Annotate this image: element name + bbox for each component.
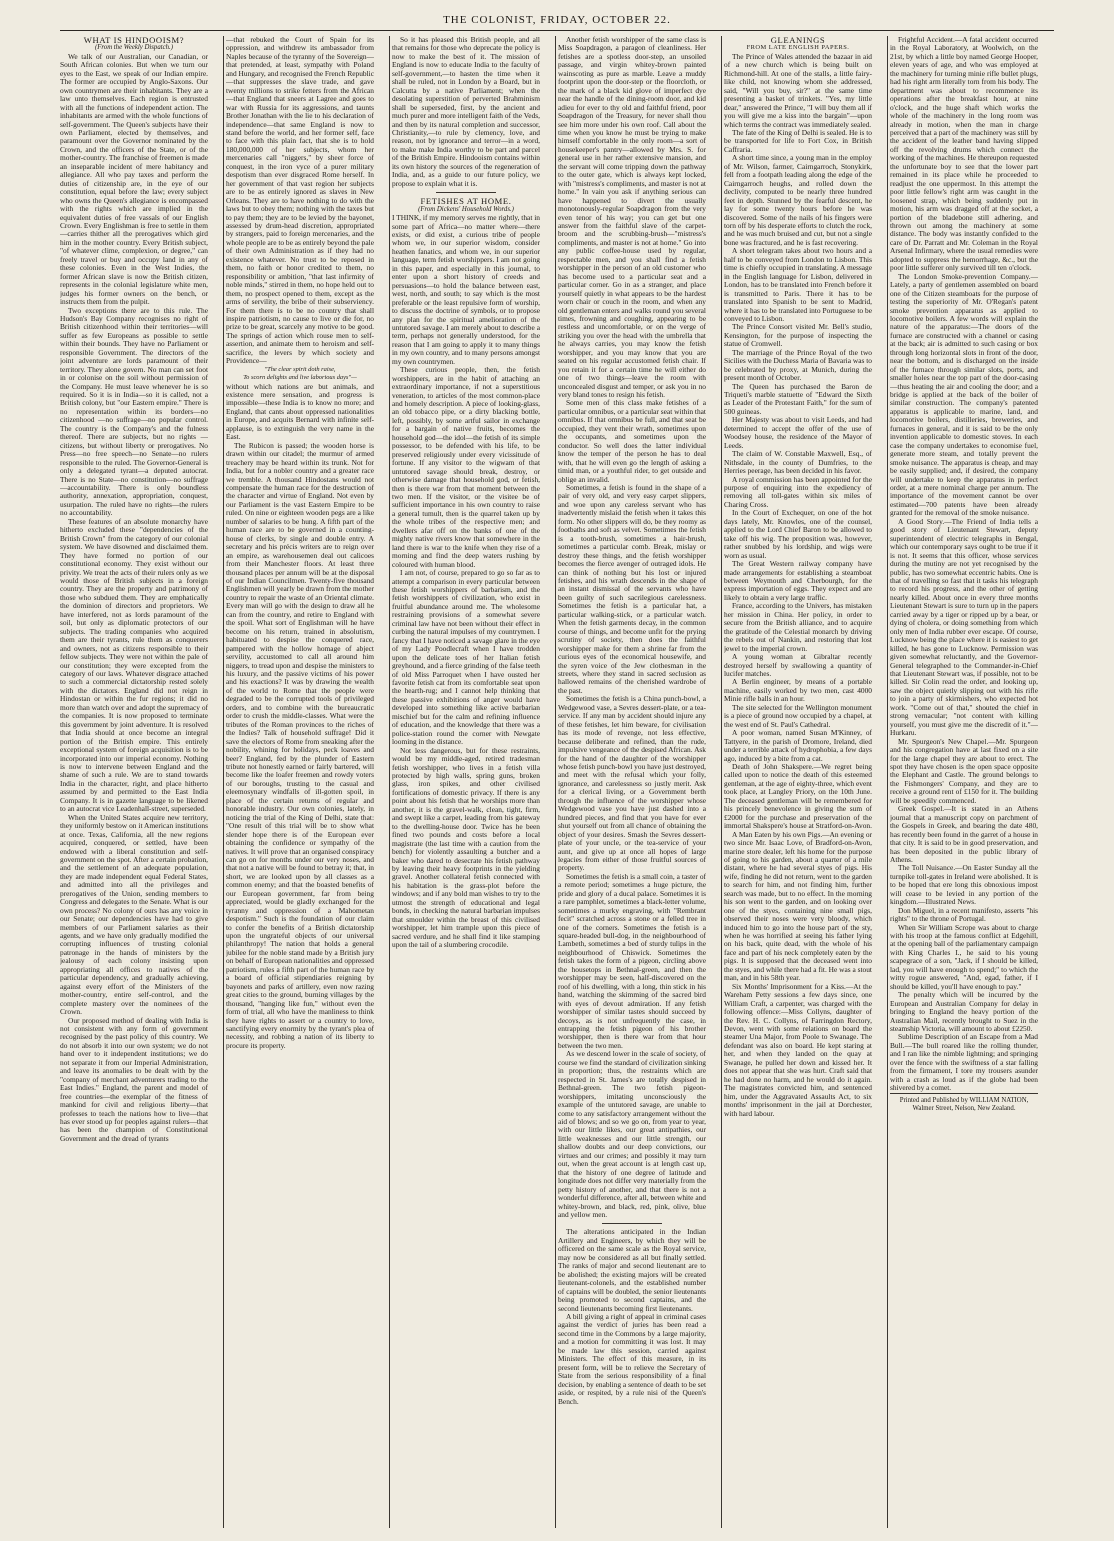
- paragraph: The site selected for the Wellington monument is a piece of ground now occupied by a chapel, at the west end of St. Paul's Cathedral.: [724, 702, 872, 729]
- paragraph: The Prince Consort visited Mr. Bell's studio, Kensington, for the purpose of inspecting the statue of Cromwell.: [724, 322, 872, 349]
- paragraph: Two exceptions there are to this rule. The Hudson's Bay Company recognises no right of British citizenhood within their territories—will suffer as few Europeans as possible to settle within their bounds. They have no Parliament or responsible Government. The directors of the joint adventure are lords paramount of their territory. They alone govern. No man can set foot in or colonise on the soil without permission of the Company. He must leave whenever he is so required. So it is in India—so it is called, not a British colony, but "our Eastern empire." There is no representation within its borders—no citizenhood —no suffrage—no popular control. The country is the Company's and the fulness thereof. There are subjects, but no rights —citizens, but without liberty or prerogatives. No Press—no free speech—no Senate—no rulers responsible to the ruled. The Governor-General is only a delegated tyrant—a deputed autocrat. There is no State—no constitution—no suffrage—accountability. There is only boundless authority, annexation, appropriation, conquest, usurpation. The ruled have no rights—the rulers no accountability.: [60, 305, 208, 518]
- article-source: (From the Weekly Dispatch.): [94, 44, 173, 52]
- paragraph: A royal commission has been appointed for the purpose of enquiring into the expediency of removing all toll-gates within six miles of Charing Cross.: [724, 474, 872, 509]
- paragraph: The fate of the King of Delhi is sealed. He is to be transported for life to Fort Cox, in British Caffraria.: [724, 127, 872, 154]
- paragraph: So it has pleased this British people, and all that remains for those who deprecate the policy is now to make the best of it. The mission of England is now to educate India to the faculty of self-government,—to hasten the time when it shall be ruled, not in London by a Board, but in Calcutta by a native Parliament; when the desolating superstition of perverted Brahminism shall be superseded, first, by the ancient and much purer and more intelligent faith of the Veds, and then by its natural completion and successor, Christianity,—to rule by clemency, love, and reason, not by ignorance and terror—in a word, to make make India worthy to be part and parcel of the British Empire. Hindooism contains within its own history the sources of the regeneration of India, and, as a guide to our future policy, we propose to explain what it is.: [392, 36, 540, 188]
- paragraph: A short telegram takes about two hours and a half to be conveyed from London to Lisbon. This time is chiefly occupied in translating. A message in the English language for Lisbon, delivered in London, has to be translated into French before it is transmitted to Paris. There it has to be translated into Spanish to be sent to Madrid, where it has to be translated into Portuguese to be conveyed to Lisbon.: [724, 246, 872, 323]
- paragraph: The London Smoke-prevention Company.—Lately, a party of gentlemen assembled on board one of the Citizen steamboats for the purpose of testing the superiority of Mr. O'Regan's patent smoke prevention apparatus as applied to locomotive boilers. A few words will explain the nature of the apparatus:—The doors of the furnace are constructed with a channel or casing at the back; air is admitted to such casing or box through long horizontal slots in front of the door, near the bottom, and is discharged on the inside of the furnace through similar slots, ports, and smaller holes near the top part of the door-casing—thus heating the air and cooling the door; and a bridge is applied at the back of the boiler of similar construction. The company's patented apparatus is applicable to marine, land, and locomotive boilers, distilleries, breweries, and furnaces in general, and it is said to be the only invention applicable to domestic stoves. In each case the company undertakes to economise fuel, generate more steam, and totally prevent the smoke nuisance. The apparatus is cheap, and may be easily supplied; and, if desired, the company will undertake to keep the apparatus in perfect order, at a mere nominal charge per annum. The importance of the movement cannot be over estimated—700 patents have been already granted for the removal of the smoke nuisance.: [890, 271, 1038, 518]
- paragraph: A Good Story.—The Friend of India tells a good story of Lieutenant Stewart, deputy superintendent of electric telegraphs in Bengal, which our contemporary says ought to be true if it is not. It seems that this officer, whose services during the mutiny are not yet recognised by the public, has two somewhat eccentric habits. One is that of travelling so fast that it tasks his telegraph to record his progress, and the other of getting nearly killed. About once in every three months Lieutenant Stewart is sure to turn up in the papers carried away by a tiger or ripped up by a bear, or dying of cholera, or doing something from which only men of India rubber ever escape. Of course, Lucknow being the place where it is easiest to get killed, he has gone to Lucknow. Permission was given somewhat reluctantly, and the Governor-General telegraphed to the Commander-in-Chief that Lieutenant Stewart was, if possible, not to be killed. Sir Colin read the order, and looking up, saw the object quietly slipping out with his rifle to join a party of skirmishers, who expected hot work. "Come out of that," shouted the chief in strong vernacular; "not content with killing yourself, you must give me the discredit of it."—Hurkaru.: [890, 516, 1038, 738]
- paragraph: The Rubicon is passed; the wooden horse is drawn within our citadel; the murmur of armed treachery may be heard within its trunk. Not for India, but for a nobler country and a greater race we tremble. A thousand Hindostans would not compensate the human race for the destruction of the character and virtue of England. Not even by our Parliament is the vast Eastern Empire to be ruled. On nine or eighteen wooden pegs are a like number of salaries to be hung. A fifth part of the human race are to be governed in a counting-house of clerks, by single and double entry. A secretary and his précis writers are to reign over an empire, as warehousemen deal out calicoes from their Manchester floors. At least three thousand places per annum will be at the disposal of our Indian Councilmen. Twenty-five thousand Englishmen will yearly be drawn from the mother country to repair the waste of an Oriental climate. Every man will go with the design to draw all he can from the country, and retire to England with the spoil. What sort of Englishman will he have become on his return, trained in absolutism, habituated to despise the conquered race, pampered with the hollow homage of abject servility, accustomed to call all around him niggers, to tread upon and despise the ministers to his luxury, and the passive victims of his power and his exactions? It was by drawing the wealth of the world to Rome that the people were degraded to be the corrupted tools of privileged orders, and to combine with the bureaucratic order to crush the middle-classes. What were the tributes of the Roman provinces to the riches of the Indies? Talk of household suffrage! Did it save the electors of Rome from sneaking after the nobility, whining for holidays, peck loaves and beer? England, fed by the plunder of Eastern tribute not honestly earned or fairly bartered, will become like the loafer freemen and rowdy voters of our boroughs, trusting to the casual and eleemosynary windfalls of ill-gotten spoil, in place of the certain returns of regular and honorable industry. Our own colonies, lately, in noticing the trial of the King of Delhi, state that: "One result of this trial will be to show what slender hope there is of the European ever obtaining the confidence or sympathy of the natives. It will prove that an organised conspiracy can go on for months under our very noses, and that not a native will be found to betray it; that, in short, we are looked upon by all classes as a common enemy; and that the boasted benefits of our European government, far from being appreciated, would be gladly exchanged for the tyranny and oppression of a Mahometan despotism." Such is the foundation of our claim to confer the benefits of a British dictatorship upon the ungrateful objects of our universal philanthropy! The nation that holds a general jubilee for the noble stand made by a British jury on behalf of European nationalities and oppressed patriotism, rules a fifth part of the human race by a board of official stipendiaries reigning by bayonets and parks of artillery, even now razing great cities to the ground, burning villages by the thousand, "hanging like fun," without even the form of trial, all who have the manliness to think they have rights to assert or a country to love, sanctifying every enormity by the tyrant's plea of necessity, and robbing a nation of its liberty to procure its property.: [226, 440, 374, 1050]
- paragraph: A young woman at Gibraltar recently destroyed herself by swallowing a quantity of lucifer matches.: [724, 652, 872, 678]
- column-rule: [389, 36, 390, 1528]
- paragraph: A short time since, a young man in the employ of Mr. Wilson, farmer, Cairngarroch, Stonykirk, fell from a footpath leading along the edge of the Cairngarroch heughs, and rolled down the declivity, computed to be nearly three hundred feet in depth. Stunned by the fearful descent, he lay for some twenty hours before he was discovered. Some of the nails of his fingers were torn off by his desperate efforts to clutch the rock, and he was much bruised and cut, but not a single bone was fractured, and he is fast recovering.: [724, 153, 872, 247]
- verse-line: To scorn delights and live laborious days"—: [243, 374, 357, 382]
- paragraph: Death of John Shakspere.—We regret being called upon to notice the death of this esteemed gentleman, at the age of eighty-three, which event took place, at Langley Priory, on the 10th June. The deceased gentleman will be remembered for his princely benevolence in giving the sum of £2000 for the purchase and preservation of the immortal Shakspere's house at Stratford-on-Avon.: [724, 761, 872, 831]
- section-divider: [436, 192, 496, 193]
- paragraph: Some men of this class make fetishes of a particular omnibus, or a particular seat within that omnibus. If that omnibus be full, and that seat be occupied, they vent their wrath, sometimes upon the occupants, and sometimes upon the conductor. So well does the latter individual know the temper of the person he has to deal with, that he will even go the length of asking a timid man, or a youthful rider, to get outside and oblige an invalid.: [558, 398, 706, 484]
- paragraph: without which nations are but animals, and existence mere sensation, and progress is impossible—these India is to know no more; and England, that cants about oppressed nationalities in Europe, and acquits Bernard with infinite self-applause, is to extinguish the very name in the East.: [226, 381, 374, 442]
- paragraph: Sublime Description of an Escape from a Mad Bull.—The bull roared like the rolling thunder, and I ran like the nimble lightning; and springing over the fence with the swiftness of a star falling from the firmament, I tore my trousers asunder with a crash as loud as if the globe had been shivered by a comet.: [890, 1032, 1038, 1093]
- column-6: [890, 36, 1038, 1528]
- top-rule: [60, 30, 1054, 31]
- paragraph: When Sir William Scrope was about to charge with his troop at the famous conflict at Edgehill, at the opening ball of the parliamentary campaign with King Charles I., he said to his young scapegrace of a son, "Jack, if I should be killed, lad, you will have enough to spend;" to which the witty rogue answered, "And, egad, father, if I should be killed, you'll have enough to pay.": [890, 922, 1038, 991]
- article-source: FROM LATE ENGLISH PAPERS.: [746, 44, 850, 52]
- paragraph: When the United States acquire new territory, they uniformly bestow on it American institutions at once. Texas, California, all the new regions acquired, conquered, or settled, have been endowed with a liberal constitution and self-government on the spot. After a certain probation, and the settlement of an adequate population, they are made independent equal Federal States, and admitted into all the privileges and prerogatives of the Union, sending members to Congress and delegates to the Senate. What is our own process? No colony of ours has any voice in our Senate; our dependencies have had to give members of our Parliament salaries as their agents, and we have only gradually modified the corrupting influences of trusting colonial patronage in the hands of ministers by the jealousy of each colony insisting upon appropriating all offices to natives of the particular dependency, and gradually achieving, against every effort of the Ministers of the mother-country, entire self-control, and the complete mastery over the nominees of the Crown.: [60, 812, 208, 1017]
- paragraph: The Great Western railway company have made arrangements for establishing a steamboat between Weymouth and Cherbourgh, for the express importation of eggs. They expect and are likely to obtain a very large traffic.: [724, 559, 872, 602]
- imprint: Printed and Published by WILLIAM NATION, Walmer Street, Nelson, New Zealand.: [890, 1093, 1038, 1113]
- paragraph: These features of an absolute monarchy have hitherto excluded these "dependencies of the British Crown" from the category of our colonial system. We have disowned and disclaimed them. They have formed no portion of our constitutional economy. They exist without our privity. We treat the acts of their rulers only as we would those of British subjects in a foreign country. They are the property and patrimony of those who subdued them. They are emphatically the dominion of directors and proprietors. We have interfered, not as lords paramount of the soil, but only as diplomatic protectors of our subjects. The trading companies who acquired them are their tyrants, rule them as conquerers and owners, not as citizens responsible to their fellow subjects. They were not within the pale of our constitution; they were excepted from the category of our laws. Whatever disgrace attached to such a commercial dictatorship rested solely with the dictators. England did not reign in Hindostan or within the fur regions; it did no more than watch over and adopt the supremacy of the companies. It is now proposed to terminate this government by joint adventure. It is resolved that India should at once become an integral portion of the British empire. This entirely exceptional system of foreign acquisition is to be incorporated into our imperial economy. Nothing is now to intervene between England and the shame of such a rule. We are to stand towards India in the character, right, and place hitherto assumed by and permitted to the East India Company. It is in gazette language to be likened to an autocrat vice Leadenhall-street, superseded.: [60, 516, 208, 814]
- column-2: [226, 36, 374, 1528]
- column-rule: [887, 36, 888, 1528]
- paragraph: Mr. Spurgeon's New Chapel.—Mr. Spurgeon and his congregation have at last fixed on a site for the large chapel they are about to erect. The spot they have chosen is the open space opposite the Elephant and Castle. The ground belongs to the Fishmongers' Company, and they are to receive a ground rent of £150 for it. The building will be speedily commenced.: [890, 736, 1038, 805]
- paragraph: These curious people, then, the fetish worshippers, are in the habit of attaching an extraordinary importance, if not a superstitious veneration, to articles of the most common-place and homely description. A piece of looking-glass, an old tobacco pipe, or a dirty blacking bottle, left, possibly, by some artful sailor in exchange for a bargain of native fruits, becomes the household god—the idol—the fetish of its simple possessor, to be defended with his life, to be preserved religiously under every vicissitude of fortune. If any visitor to the wigwam of that untutored savage should break, destroy, or otherwise damage that household god, or fetish, then is there war from that moment between the two men. If the visitor, or the visitee be of sufficient importance in his own country to raise a general tumult, then is the quarrel taken up by the whole tribes of the respective men; and dwellers afar off on the banks of one of the mighty native rivers know that somewhere in the land there is war to the knife when they rise of a morning and find the deep waters rushing by coloured with human blood.: [392, 365, 540, 569]
- paragraph: In the Court of Exchequer, on one of the hot days lately, Mr. Knowles, one of the counsel, applied to the Lord Chief Baron to be allowed to take off his wig. The proposition was, however, rather snubbed by his lordship, and wigs were worn as usual.: [724, 508, 872, 560]
- paragraph: Not less dangerous, but for these restraints, would be my middle-aged, retired tradesman fetish worshipper, who lives in a fetish villa protected by high walls, spring guns, broken glass, iron spikes, and other civilised fortifications of domestic privacy. If there is any point about his fetish that he worships more than another, it is the gravel-walk, clean, tight, firm, and swept like a carpet, leading from his gateway to the dwelling-house door. Twice has he been fined two pounds and costs before a local magistrate (the last time with a caution from the bench) for violently assaulting a butcher and a baker who dared to desecrate his fetish pathway by leaving their heavy footprints in the yielding gravel. Another collateral fetish connected with his habitation is the grass-plot before the windows; and if any bold man wishes to try to the utmost the strength of educational and legal bonds, in checking the natural barbarian impulses that smoulder within the breast of this civilised worshipper, let him trample upon this piece of sacred verdure, and he shall find it like stamping upon the tail of a slumbering crocodile.: [392, 745, 540, 950]
- paragraph: We talk of our Australian, our Canadian, or South African colonies. But when we turn our eyes to the East, we speak of our Indian empire. The former are occupied by Anglo-Saxons. Our own countrymen are their inhabitants. They are a law unto themselves. Each region is entrusted with all the functions of independent action. The inhabitants are armed with the whole functions of self-government. The Queen's subjects have their own Parliament, elected by themselves, and paramount over the Governor nominated by the Crown, and the officers of the State, or of the mother-country. The franchise of freemen is made an inseparable incident of mere habitancy and allegiance. All who pay taxes and perform the duties of citizenship are, in the eye of our constitution, equal before the law; every subject who owns the Queen's allegiance is encompassed with the rights which are implied in the equivalent duties of free vassals of our English Crown. Every Englishman is free to settle in them —carries thither all the prerogatives which gird him in the mother country. Every British subject, "of whatever clime, complexion, or degree," can freely travel or buy and occupy land in any of these colonies. Even in the West Indies, the former African slave is now the British citizen, represents in the colonial legislature white men, judges his former owners on the bench, or instructs them from the pulpit.: [60, 51, 208, 307]
- paragraph: Sometimes the fetish is a China punch-bowl, a Wedgewood vase, a Sevres dessert-plate, or a tea-service. If any man by accident should injure any of these fetishes, let him beware, for civilisation has its mode of revenge, not less effective, because deliberate and refined, than the rude, impulsive vengeance of the despised African. Ask for the hand of the daughter of the worshipper whose fetish punch-bowl you have just destroyed, and meet with the refusal which your folly, ignorance, and carelessness so justly merit. Ask for a clerical living, or a Government berth through the influence of the worshipper whose Wedgewood vase you have just dashed into a hundred pieces, and find that you have for ever shut yourself out from all chance of obtaining the object of your desires. Smash the Sevres dessert-plate of your uncle, or the tea-service of your aunt, and give up at once all hopes of large legacies from either of those fruitful sources of property.: [558, 694, 706, 873]
- article-title: FETISHES AT HOME.: [420, 196, 512, 207]
- paragraph: The alterations anticipated in the Indian Artillery and Engineers, by which they will be officered on the same scale as the Royal service, may now be considered as all but finally settled. The ranks of major and second lieutenant are to be abolished; the existing majors will be created lieutenant-colonels, and the established number of captains will be doubled, the senior lieutenants being promoted to second captains, and the second lieutenants becoming first lieutenants.: [558, 1227, 706, 1313]
- paragraph: Her Majesty was about to visit Leeds, and had determined to accept the offer of the use of Woodsey house, the residence of the Mayor of Leeds.: [724, 415, 872, 450]
- column-1: [60, 36, 208, 1528]
- paragraph: The Queen has purchased the Baron de Triqueti's marble statuette of "Edward the Sixth as Leader of the Protestant Faith," for the sum of 500 guineas.: [724, 381, 872, 416]
- paragraph: Frightful Accident.—A fatal accident occurred in the Royal Laboratory, at Woolwich, on the 21st, by which a little boy named George Hooper, eleven years of age, and who was employed at the machinery for turning minie rifle bullet plugs, had his right arm literally torn from his body. The department was about to recommence its operations after the breakfast hour, at nine o'clock, and the huge shaft which works the whole of the machinery in the long room was already in motion, when the man in charge perceived that a part of the machinery was still by the accident of the leather band having slipped off the revolving drums which connect the working of the machines. He thereupon requested the unfortunate boy to see that the lower part remained in its place while he proceeded to readjust the one uppermost. In this attempt the poor little fellow's right arm was caught in the loosened strap, which being suddenly put in motion, his arm was dragged off at the socket, a portion of the bladebone still adhering, and thrown out among the machinery at some distance. The body was instantly confided to the care of Dr. Parratt and Mr. Coleman in the Royal Arsenal Infirmary, where the usual remedies were adopted to suppress the hemorrhage, &c., but the poor little sufferer only survived till ten o'clock.: [890, 36, 1038, 273]
- column-rule: [555, 36, 556, 1528]
- paragraph: The marriage of the Prince Royal of the two Sicilies with the Duchess Maria of Bavaria was to be celebrated by proxy, at Munich, during the present month of October.: [724, 347, 872, 383]
- column-rule: [223, 36, 224, 1528]
- article-title: GLEANINGS: [770, 36, 826, 45]
- paragraph: —that rebuked the Court of Spain for its oppression, and withdrew its ambassador from Naples because of the tyranny of the Sovereign—that pretended, at least, sympathy with Poland and Hungary, and recognised the French Republic—that suppresses the slave trade, and gave twenty millions to strike fetters from the African—that England that sneers at Lagree and goes to war with Russia for its aggressions, and taunts Brother Jonathan with the lie to his declaration of independence—that same England is now to stand before the world, and her former self, face to face with this plain fact, that she is to hold 180,000,000 of her subjects, whom her mercenaries call "niggers," by sheer force of conquest, in the iron vyce of a purer military despotism than ever disgraced Rome herself. In her government of that vast region her subjects are to be as entirely ignored as slaves in New Orleans. They are to have nothing to do with the laws but to obey them; nothing with the taxes but to pay them; they are to be levied by the bayonet, assessed by drum-head discretion, appropriated by strangers, paid to foreign mercenaries, and the whole people are to be as entirely beyond the pale of their own Administration as if they had no existence whatever. No trust to be reposed in them, no faith or honor credited to them, no responsibility or ambition, "that last infirmity of noble minds," stirred in them, no hope held out to them, no prospect opened to them, except as the arms of servility, the bribe of their subserviency. For them there is to be no country that shall inspire patriotism, no cause to live or die for, no prize to be great, scarcely any motive to be good. The springs of action which rouse men to self-assertion, and animate them to heroism and self-sacrifice, the levers by which society and Providence—: [226, 36, 374, 366]
- article-title: WHAT IS HINDOOISM?: [83, 36, 185, 45]
- paragraph: I THINK, if my memory serves me rightly, that in some part of Africa—no matter where—there exists, or did exist, a curious tribe of people whom we, in our superior wisdom, consider heathen fanatics, and whom we, in our superior language, term fetish worshippers. I am not going in this paper, and especially in this journal, to enter upon a short history of creeds and persuasions—to hold the balance between east, west, north, and south; to say which is the most preferable or the least repulsive form of worship, to discuss the doctrine of symbols, or to propose any plan for the spiritual amelioration of the untutored savage. I am merely about to describe a term, perhaps not generally understood, for the reason that I am going to apply it to many things in my own country, and to many persons amongst my own countrymen.: [392, 213, 540, 366]
- paragraph: Our proposed method of dealing with India is not consistent with any form of government recognised by the past policy of this country. We do not absorb it into our own system; we do not hand over to it independent institutions; we do not separate it from our Imperial Administration, and leave its anomalies to be dealt with by the "company of merchant adventurers trading to the East Indies." England, the parent and model of free countries—the exemplar of the fitness of mankind for civil and religious liberty—that professes to teach the nations how to live—that has ever stood up for peoples against rulers—that has been the champion of Constitutional Government and the dread of tyrants: [60, 1015, 208, 1143]
- paragraph: A Berlin engineer, by means of a portable machine, easily worked by two men, cast 4000 Minie rifle balls in an hour.: [724, 677, 872, 704]
- column-5: [724, 36, 872, 1528]
- paragraph: Sometimes the fetish is a small coin, a taster of a remote period; sometimes a huge picture, the pride and glory of a ducal palace. Sometimes it is a rare pamphlet, sometimes a black-letter volume, sometimes a murky engraving, with "Rembrant fecit" scratched across a stone or a felled tree in one of the corners. Sometimes the fetish is a square-headed bull-dog, in the neighbourhood of Lambeth, sometimes a bed of sturdy tulips in the neighbourhood of Chiswick. Sometimes the fetish takes the form of a pigeon, circling above the housetops in Bethnal-green, and then the worshipper may be seen, half-discovered on the roof of his dwelling, with a long, thin stick in his hand, watching the skimming of the sacred bird with eyes of devout admiration. If any fetish worshipper of similar tastes should succeed by decoys, as is not unfrequently the case, in entrapping the fetish pigeon of his brother worshipper, then is there war from that hour between the two men.: [558, 871, 706, 1050]
- paragraph: Greek Gospel.—It is stated in an Athens journal that a manuscript copy on parchment of the Gospels in Greek, and bearing the date 480, has recently been found in the garret of a house in that city. It is said to be in good preservation, and has been deposited in the public library of Athens.: [890, 804, 1038, 864]
- paragraph: Six Months' Imprisonment for a Kiss.—At the Wareham Petty sessions a few days since, one William Craft, a carpenter, was charged with the following offence:—Miss Collyns, daughter of the Rev. H. C. Collyns, of Farringdon Rectory, Devon, went with some relations on board the steamer Una Major, from Poole to Swanage. The defendant was also on board. He kept staring at her, and when they landed on the quay at Swanage, he pulled her down and kissed her. It does not appear that she was hurt. Craft said that he had done no harm, and he would do it again. The magistrates convicted him, and sentenced him, under the Aggravated Assaults Act, to six months' imprisonment in the jail at Dorchester, with hard labour.: [724, 981, 872, 1118]
- paragraph: France, according to the Univers, has mistaken her mission in China. Her policy, in order to secure from the British alliance, and to acquire the gratitude of the Celestial monarch by driving the rebels out of Nankin, and restoring that lost jewel to the imperial crown.: [724, 601, 872, 653]
- paragraph: A Man Eaten by his own Pigs.—An evening or two since Mr. Isaac Love, of Bradford-on-Avon, marine store dealer, left his home for the purpose of going to his garden, about a quarter of a mile distant, where he had several styes of pigs. His wife, finding he did not return, went to the garden to search for him, and not finding him, further search was made, but to no effect. In the morning his son went to the garden, and on looking over one of the styes, containing nine small pigs, observed their noses were very bloody, which induced him to go into the house part of the sty, when he was horrified at seeing his father lying on his back, quite dead, with the whole of his face and part of his neck completely eaten by the pigs. It is supposed that the deceased went into the styes, and while there had a fit. He was a stout man, and in his 58th year.: [724, 829, 872, 983]
- paragraph: Sometimes, a fetish is found in the shape of a pair of very old, and very easy carpet slippers, and woe upon any careless servant who has inadvertently mislaid the fetish when it takes this form. No other slippers will do, be they roomy as footbaths and soft as velvet. Sometimes the fetish is a tooth-brush, sometimes a hair-brush, sometimes a particular comb. Break, mislay or destroy these things, and the fetish worshipper becomes the fierce avenger of outraged idols. He can think of nothing but his lost or injured fetishes, and his wrath descends in the shape of an instant dismissal of the servants who have been guilty of such sacrilegious carelessness. Sometimes the fetish is a particular hat, a particular walking-stick, or a particular watch. When the fetish garments decay, in the common course of things, and become unfit for the prying scrutiny of society, then does the faithful worshipper make for them a shrine far from the curious eyes of the economical housewife, and the syren voice of the Jew clothesman in the streets, where they stand in sacred seclusion as hallowed remains of the cherished wardrobe of the past.: [558, 483, 706, 695]
- paragraph: A bill giving a right of appeal in criminal cases against the verdict of juries has been read a second time in the Commons by a large majority, and a motion for committing it was lost. It may be made law this session, carried against Ministers. The effect of this measure, in its present form, will be to relieve the Secretary of State from the serious responsibility of a final decision, by enabling a sentence of death to be set aside, or respited, by a rule nisi of the Queen's Bench.: [558, 1311, 706, 1406]
- paragraph: The penalty which will be incurred by the European and Australian Company for delay in bringing to England the heavy portion of the Australian Mail, recently brought to Suez in the steamship Victoria, will amount to about £2250.: [890, 990, 1038, 1034]
- section-divider: [602, 1223, 662, 1224]
- paragraph: I am not, of course, prepared to go so far as to attempt a comparison in every particular between these fetish worshippers of barbarism, and the fetish worshippers of civilization, who exist in fruitful abundance around me. The wholesome restraining provisions of a somewhat severe criminal law have not been without their effect in curbing the natural impulses of my countrymen. I fancy that I have noticed a savage glare in the eye of my Lady Poodlecraft when I have trodden upon the delicate toes of her Italian fetish greyhound, and a fierce grinding of the false teeth of old Miss Parroquet when I have ousted her favorite fetish cat from its comfortable seat upon the hearth-rug; and I cannot help thinking that these passive exhibitions of anger would have developed into something like active barbarian mischief but for the calm and refining influence of education, and the knowledge that there was a police-station round the corner with Newgate looming in the distance.: [392, 568, 540, 747]
- paragraph: A poor woman, named Susan M'Kinney, of Tattyere, in the parish of Dromore, Ireland, died under a terrible attack of hydrophobia, a few days ago, induced by a bite from a cat.: [724, 728, 872, 763]
- paragraph: The claim of W. Constable Maxwell, Esq., of Nithsdale, in the county of Dumfries, to the Herries peerage, has been decided in his favor.: [724, 449, 872, 476]
- article-source: (From Dickens' Household Words.): [418, 205, 514, 213]
- paragraph: Don Miguel, in a recent manifesto, asserts "his rights" to the throne of Portugal.: [890, 905, 1038, 924]
- paragraph: Another fetish worshipper of the same class is Miss Soapdragon, a paragon of cleanliness. Her fetishes are a spotless door-step, an unsoiled passage, and virgin whitey-brown painted wainscoting as pure as marble. Leave a muddy footprint upon the door-step or the floorcloth, or the mark of a black kid glove of imperfect dye near the handle of the dining-room door, and kid adieu for ever to thy old and faithful friend, poor Soapdragon of the Treasury, for never shall thou see him more under his own roof. Call about the time when you know he must be trying to make himself comfortable in the only room—a sort of housekeeper's pantry—allowed by Mrs. S. for general use in her rather extensive mansion, and the servant will come tripping down the pathway to the outer gate, which is always kept locked, with "mistress's compliments, and master is not at home." In vain you ask if anything serious can have happened to divert the usually monotonously-regular Soapdragon from the very even tenor of his way; you can get but one answer from the faithful slave of the carpet-broom and the scrubbing-brush—"mistress's compliments, and master is not at home." Go into any public coffee-house used by regular, respectable men, and you shall find a fetish worshipper in the person of an old customer who has become used to a particular seat and a particular corner. Go in as a stranger, and place yourself quietly in what appears to be the hardest worn chair or couch in the room, and when any old gentleman enters and walks round you several times, frowning and coughing, appearing to be restless and uncomfortable, or on the verge of striking you over the head with the umbrella that he always carries, you may know the fetish worshipper, and you may know that you are seated on his regular accustomed fetish chair. If you retain it for a certain time he will either do one of two things—leave the room with unconcealed disgust and temper, or ask you in no very bland tones to resign his fetish.: [558, 36, 706, 400]
- paragraph: As we descend lower in the scale of society, of course we find the standard of civilization sinking in proportion; thus, the restraints which are respected in St. James's are totally despised in Bethnal-green. The two fetish pigeon-worshippers, imitating unconsciously the example of the untutored savage, are unable to come to any satisfactory arrangement without the aid of blows; and so we go on, from year to year, with our little likes, our great antipathies, our little weaknesses and our little strength, our shallow doubts and our deep convictions, our virtues and our crimes; and possibly it may turn out, when the great account is at length cast up, that the history of one degree of latitude and longitude does not differ very materially from the petty history of another, and that there is not a wonderful difference, after all, between white and whitey-brown, and black, red, pink, olive, blue and yellow men.: [558, 1049, 706, 1219]
- column-rule: [721, 36, 722, 1528]
- paragraph: The Prince of Wales attended the bazaar in aid of a new church which is being built on Richmond-hill. At one of the stalls, a little fairy-like child, not knowing whom she addressed, said, "Will you buy, sir?" at the same time presenting a basket of trinkets. "Yes, my little dear," answered the Prince, "I will buy them all if you will give me a kiss into the bargain"—upon which terms the contract was immediately sealed.: [724, 51, 872, 129]
- paragraph: The Toll Nuisance.—On Easter Sunday all the turnpike toll-gates in Ireland were abolished. It is to be hoped that ere long this obnoxious impost will cease to be levied in any portion of the kingdom.—Illustrated News.: [890, 863, 1038, 907]
- masthead: THE COLONIST, FRIDAY, OCTOBER 22.: [443, 14, 671, 26]
- column-3: [392, 36, 540, 1528]
- verse-line: "The clear spirit doth raise,: [264, 365, 336, 373]
- column-4: [558, 36, 706, 1528]
